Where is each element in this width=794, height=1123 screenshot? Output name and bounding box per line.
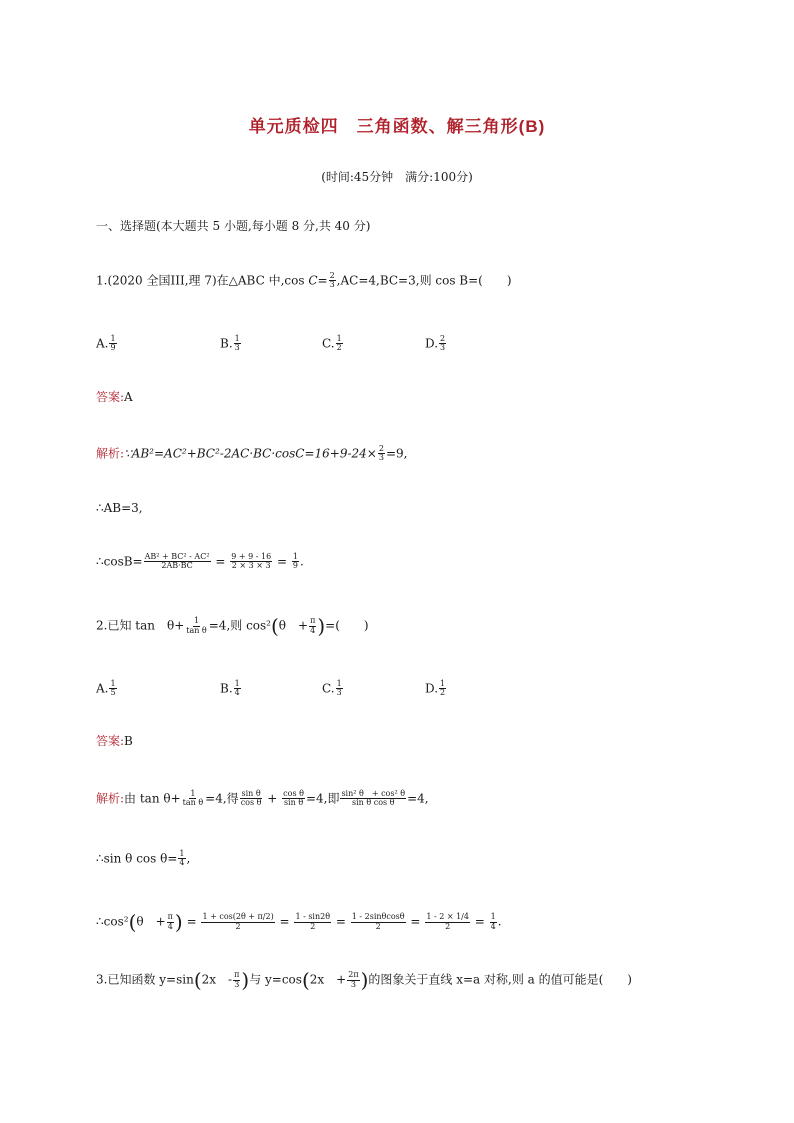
question-2-stem: 2.已知 tan θ+ $\frac{1}{\text{tan θ}}$ =4,则 cos²(θ + $\frac{\pi}{4}$ )=( ) (96, 614, 369, 638)
q1-stem-suffix: ,AC=4,BC=3,则 cos B=( ) (336, 273, 512, 288)
q1-analysis-line-3: ∴cosB= $\frac{\text{AB² + BC² - AC²}}{2AB\cdot BC}$ = $\frac{9 + 9 - 16}{2 \times 3 \times 3}$ = $\frac{1}{9}$ . (96, 552, 304, 571)
section-heading: 一、选择题(本大题共 5 小题,每小题 8 分,共 40 分) (96, 219, 371, 233)
q1-option-d[interactable]: D. $\frac{2}{3}$ (425, 334, 446, 353)
q2-option-a[interactable]: A. $\frac{1}{5}$ (96, 679, 116, 698)
q1-stem-c: C= (308, 273, 328, 288)
q1-analysis-line-2: ∴AB=3, (96, 501, 143, 515)
q1-option-a[interactable]: A. $\frac{1}{9}$ (96, 334, 116, 353)
q1-analysis-line-1: 解析:∵AB²=AC²+BC²-2AC·BC·cosC=16+9-24× $\frac{2}{3}$ =9, (96, 444, 408, 463)
q2-option-c[interactable]: C. $\frac{1}{3}$ (322, 679, 342, 698)
question-3-stem: 3.已知函数 y=sin(2x - $\frac{\pi}{3}$ )与 y=cos(2x + $\frac{2\pi}{3}$ )的图象关于直线 x=a 对称,则 a 的值可能是( ) (96, 968, 632, 992)
page-title: 单元质检四 三角函数、解三角形(B) (248, 117, 546, 136)
q1-option-b[interactable]: B. $\frac{1}{3}$ (220, 334, 240, 353)
question-1-stem (96, 272, 512, 290)
q2-analysis-line-1: 解析:由 tan θ+ $\frac{1}{\text{tan θ}}$ =4,得 $\frac{\text{sin θ}}{\text{cos θ}}$ + $\frac{\text{cos θ}}{\text{sin θ}}$ =4,即 $\frac{\text{sin² θ + cos² θ}}{\text{sin θ cos θ}}$ =4, (96, 789, 429, 808)
q2-analysis-line-3: ∴cos²(θ + $\frac{\pi}{4}$ ) = $\frac{1 + \cos(2\theta + \pi/2)}{2}$ = $\frac{1 - \sin 2\theta}{2}$ = $\frac{1 - 2\sin\theta\cos\theta}{2}$ = $\frac{1 - 2 \times 1/4}{2}$ = $\frac{1}{4}$ . (96, 910, 502, 934)
q1-stem-prefix: 1.(2020 全国III,理 7)在△ABC 中,cos (96, 273, 309, 288)
q1-answer: 答案:A (96, 390, 133, 404)
q2-option-d[interactable]: D. $\frac{1}{2}$ (425, 679, 446, 698)
q2-answer: 答案:B (96, 734, 133, 748)
exam-info: (时间:45分钟 满分:100分) (321, 170, 473, 184)
q2-analysis-line-2: ∴sin θ cos θ= $\frac{1}{4}$ , (96, 849, 191, 868)
q2-option-b[interactable]: B. $\frac{1}{4}$ (220, 679, 240, 698)
q1-stem-fraction: $\frac{2}{3}$ (329, 271, 335, 290)
q1-option-c[interactable]: C. $\frac{1}{2}$ (322, 334, 342, 353)
